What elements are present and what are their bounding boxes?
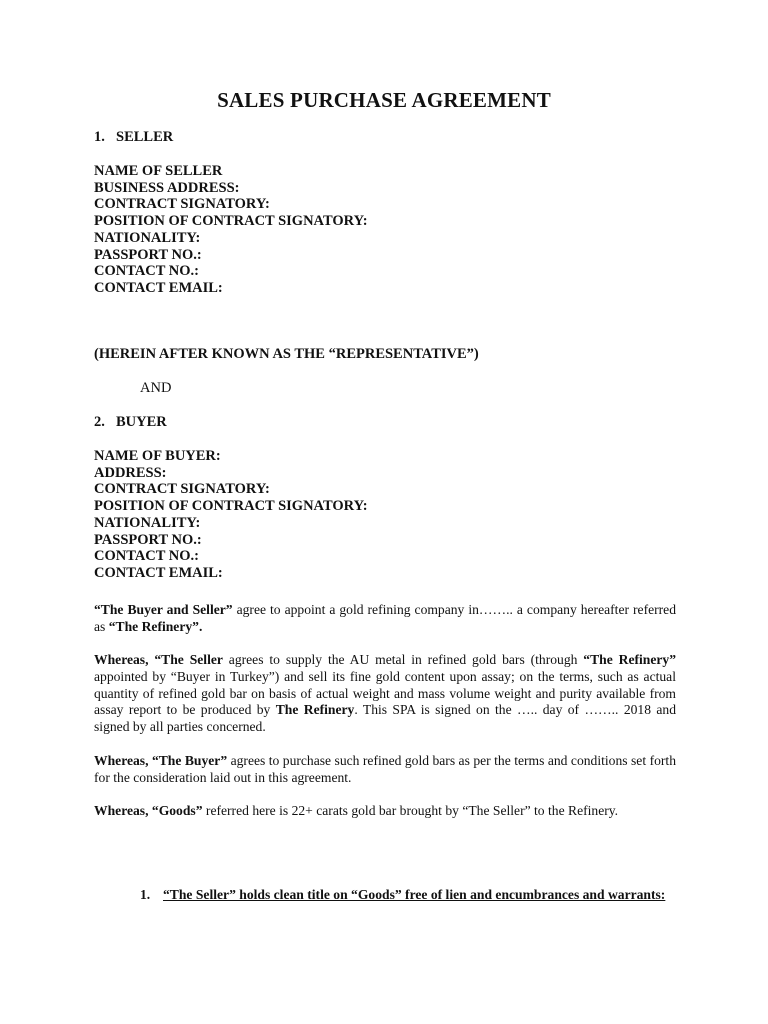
- clause-number: 1.: [140, 887, 151, 902]
- bold-buyer-and-seller: “The Buyer and Seller”: [94, 602, 233, 617]
- buyer-fields: [94, 448, 368, 582]
- seller-field-signatory-position: POSITION OF CONTRACT SIGNATORY:: [94, 213, 368, 230]
- buyer-field-contract-signatory: CONTRACT SIGNATORY:: [94, 481, 270, 498]
- buyer-field-nationality: NATIONALITY:: [94, 514, 201, 531]
- seller-field-name: NAME OF SELLER: [94, 163, 223, 179]
- paragraph-text: referred here is 22+ carats gold bar brought by “The Seller” to the Refinery.: [202, 803, 619, 818]
- buyer-heading: [94, 414, 167, 431]
- representative-note: (HEREIN AFTER KNOWN AS THE “REPRESENTATIVE”): [94, 346, 479, 362]
- clause-text: “The Seller” holds clean title on “Goods” free of lien and encumbrances and warrants:: [163, 887, 666, 902]
- paragraph-text: agrees to purchase such refined gold bars as per the terms and conditions set forth for the consideration laid out in this agreement.: [94, 753, 676, 785]
- bold-the-refinery: “The Refinery”.: [108, 618, 203, 634]
- paragraph-text: agrees to supply the AU metal in refined gold bars (through: [222, 652, 584, 667]
- seller-heading-text: SELLER: [116, 129, 174, 145]
- buyer-heading-text: BUYER: [116, 414, 167, 430]
- seller-field-contact-email: CONTACT EMAIL:: [94, 279, 223, 296]
- bold-whereas-seller: Whereas, “The Seller: [94, 652, 223, 667]
- seller-field-business-address: BUSINESS ADDRESS:: [94, 179, 240, 196]
- seller-field-contact-no: CONTACT NO.:: [94, 263, 199, 280]
- and-separator: AND: [140, 380, 172, 396]
- buyer-number: 2.: [94, 414, 105, 430]
- paragraph-text: appointed by “Buyer in Turkey”) and sell its fine gold content upon assay; on the terms, such as actual quantity of refined gold bar on basis of actual weight and mass volume weight and purity available from assay report to be produced by: [94, 668, 676, 718]
- seller-field-nationality: NATIONALITY:: [94, 229, 201, 246]
- bold-whereas-buyer: Whereas, “The Buyer”: [94, 753, 228, 768]
- seller-field-passport: PASSPORT NO.:: [94, 246, 202, 263]
- seller-field-contract-signatory: CONTRACT SIGNATORY:: [94, 196, 270, 213]
- bold-the-refinery: The Refinery: [275, 702, 355, 718]
- buyer-field-contact-email: CONTACT EMAIL:: [94, 564, 223, 581]
- bold-the-refinery: “The Refinery”: [583, 652, 677, 667]
- buyer-field-contact-no: CONTACT NO.:: [94, 548, 199, 565]
- seller-heading: [94, 129, 173, 146]
- buyer-field-address: ADDRESS:: [94, 464, 167, 481]
- clause-1: [140, 886, 676, 903]
- buyer-field-signatory-position: POSITION OF CONTRACT SIGNATORY:: [94, 498, 368, 515]
- paragraph-whereas-goods: [94, 803, 676, 820]
- paragraph-whereas-seller: [94, 652, 676, 736]
- seller-fields: [94, 163, 368, 297]
- buyer-field-name: NAME OF BUYER:: [94, 448, 221, 464]
- paragraph-text: . This SPA is signed on the ….. day of …….. 2018 and signed by all parties concerned.: [94, 702, 677, 735]
- bold-whereas-goods: Whereas, “Goods”: [94, 803, 203, 818]
- document-title: SALES PURCHASE AGREEMENT: [217, 88, 551, 112]
- buyer-field-passport: PASSPORT NO.:: [94, 531, 202, 548]
- paragraph-whereas-buyer: [94, 753, 676, 787]
- paragraph-appointment: [94, 602, 676, 636]
- paragraph-text: agree to appoint a gold refining company in…….. a company hereafter referred as: [94, 602, 677, 634]
- seller-number: 1.: [94, 129, 105, 145]
